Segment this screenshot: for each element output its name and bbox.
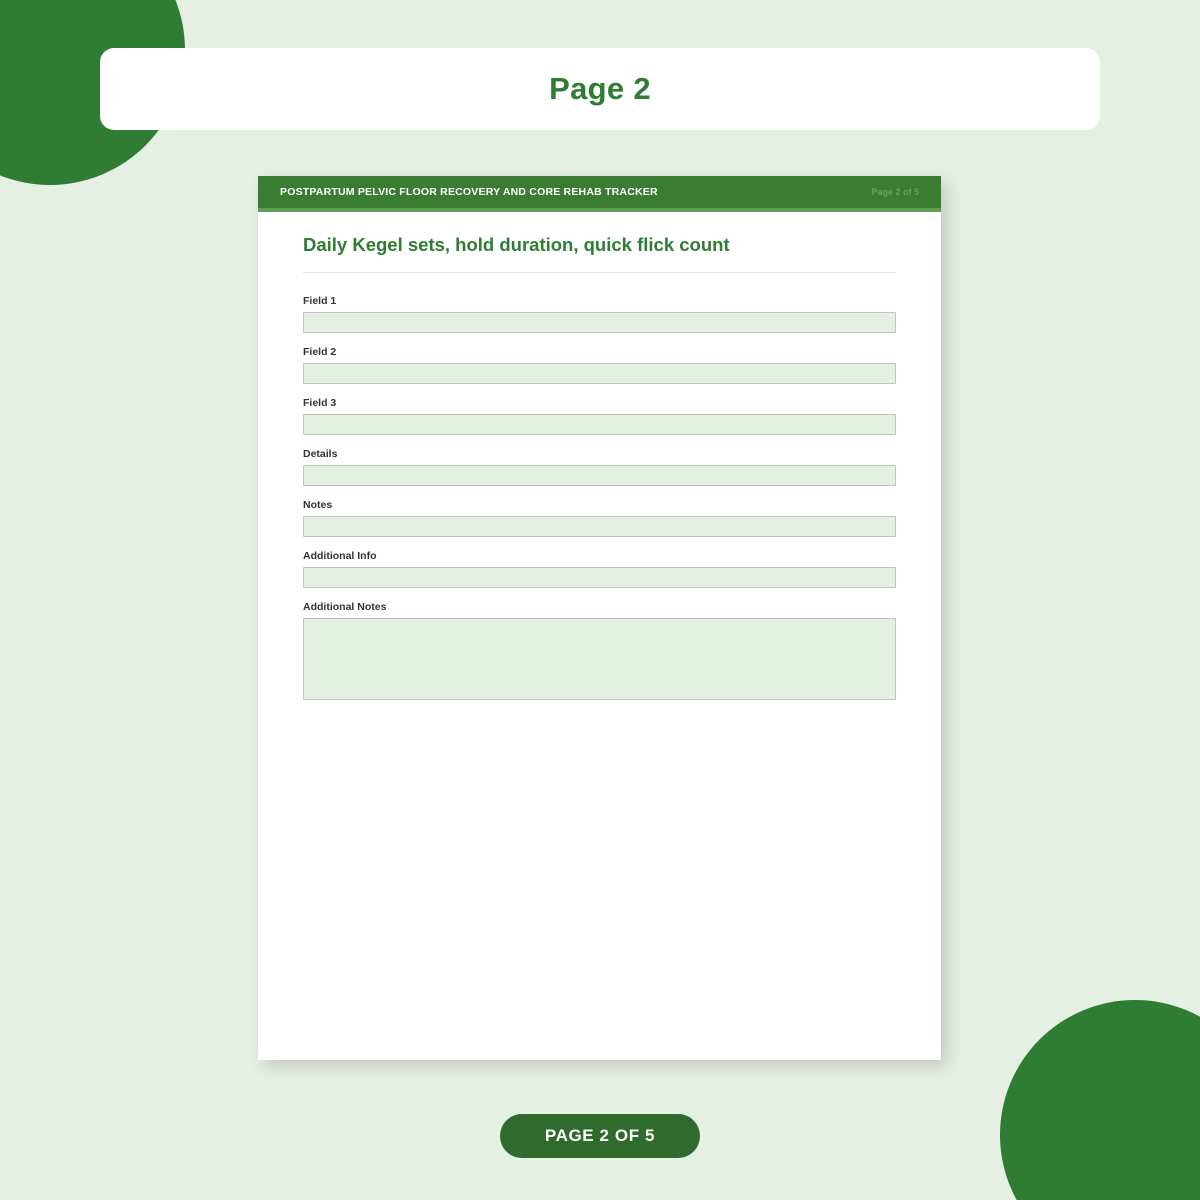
details-input[interactable]: [303, 465, 896, 486]
field-label: Notes: [303, 499, 333, 511]
field-label: Field 1: [303, 295, 337, 307]
section-title: Daily Kegel sets, hold duration, quick flick count: [303, 234, 896, 273]
document-body: [258, 212, 941, 700]
field-label: Additional Info: [303, 550, 377, 562]
page-header-banner: [100, 48, 1100, 130]
form-field-group: [303, 550, 896, 588]
form-field-group: [303, 499, 896, 537]
field-label: Field 2: [303, 346, 337, 358]
notes-input[interactable]: [303, 516, 896, 537]
footer-page-badge: [500, 1114, 700, 1158]
document-page: [258, 176, 941, 1060]
form-field-group: [303, 295, 896, 333]
form-field-group: [303, 448, 896, 486]
form-field-group: [303, 397, 896, 435]
field-label: Field 3: [303, 397, 337, 409]
form-field-group: [303, 346, 896, 384]
document-header-page-label: Page 2 of 5: [871, 187, 919, 197]
footer-page-label: PAGE 2 OF 5: [544, 1126, 656, 1145]
field-label: Additional Notes: [303, 601, 387, 613]
field-1-input[interactable]: [303, 312, 896, 333]
document-header-title: POSTPARTUM PELVIC FLOOR RECOVERY AND CORE REHAB TRACKER: [280, 186, 658, 198]
additional-notes-textarea[interactable]: [303, 618, 896, 700]
additional-info-input[interactable]: [303, 567, 896, 588]
page-title: Page 2: [549, 71, 651, 106]
decorative-circle-bottom-right: [1000, 1000, 1200, 1200]
field-3-input[interactable]: [303, 414, 896, 435]
form-field-group: [303, 601, 896, 700]
field-label: Details: [303, 448, 338, 460]
document-header-bar: [258, 176, 941, 208]
field-2-input[interactable]: [303, 363, 896, 384]
